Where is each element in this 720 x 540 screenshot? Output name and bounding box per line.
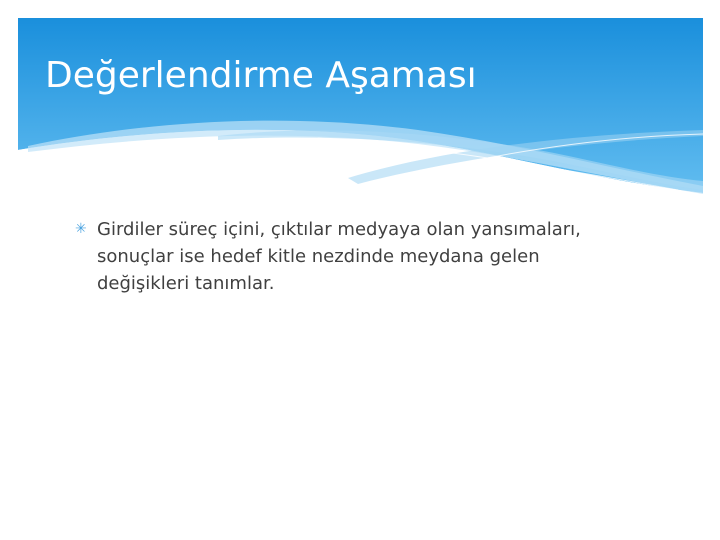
slide-content — [75, 216, 635, 297]
bullet-text: Girdiler süreç içini, çıktılar medyaya olan yansımaları, sonuçlar ise hedef kitle nezdinde meydana gelen değişikleri tanımlar. — [97, 219, 581, 294]
bullet-item — [75, 216, 635, 297]
header-band — [18, 18, 703, 198]
asterisk-bullet-icon: ✳ — [75, 221, 87, 237]
slide-title: Değerlendirme Aşaması — [45, 55, 477, 96]
